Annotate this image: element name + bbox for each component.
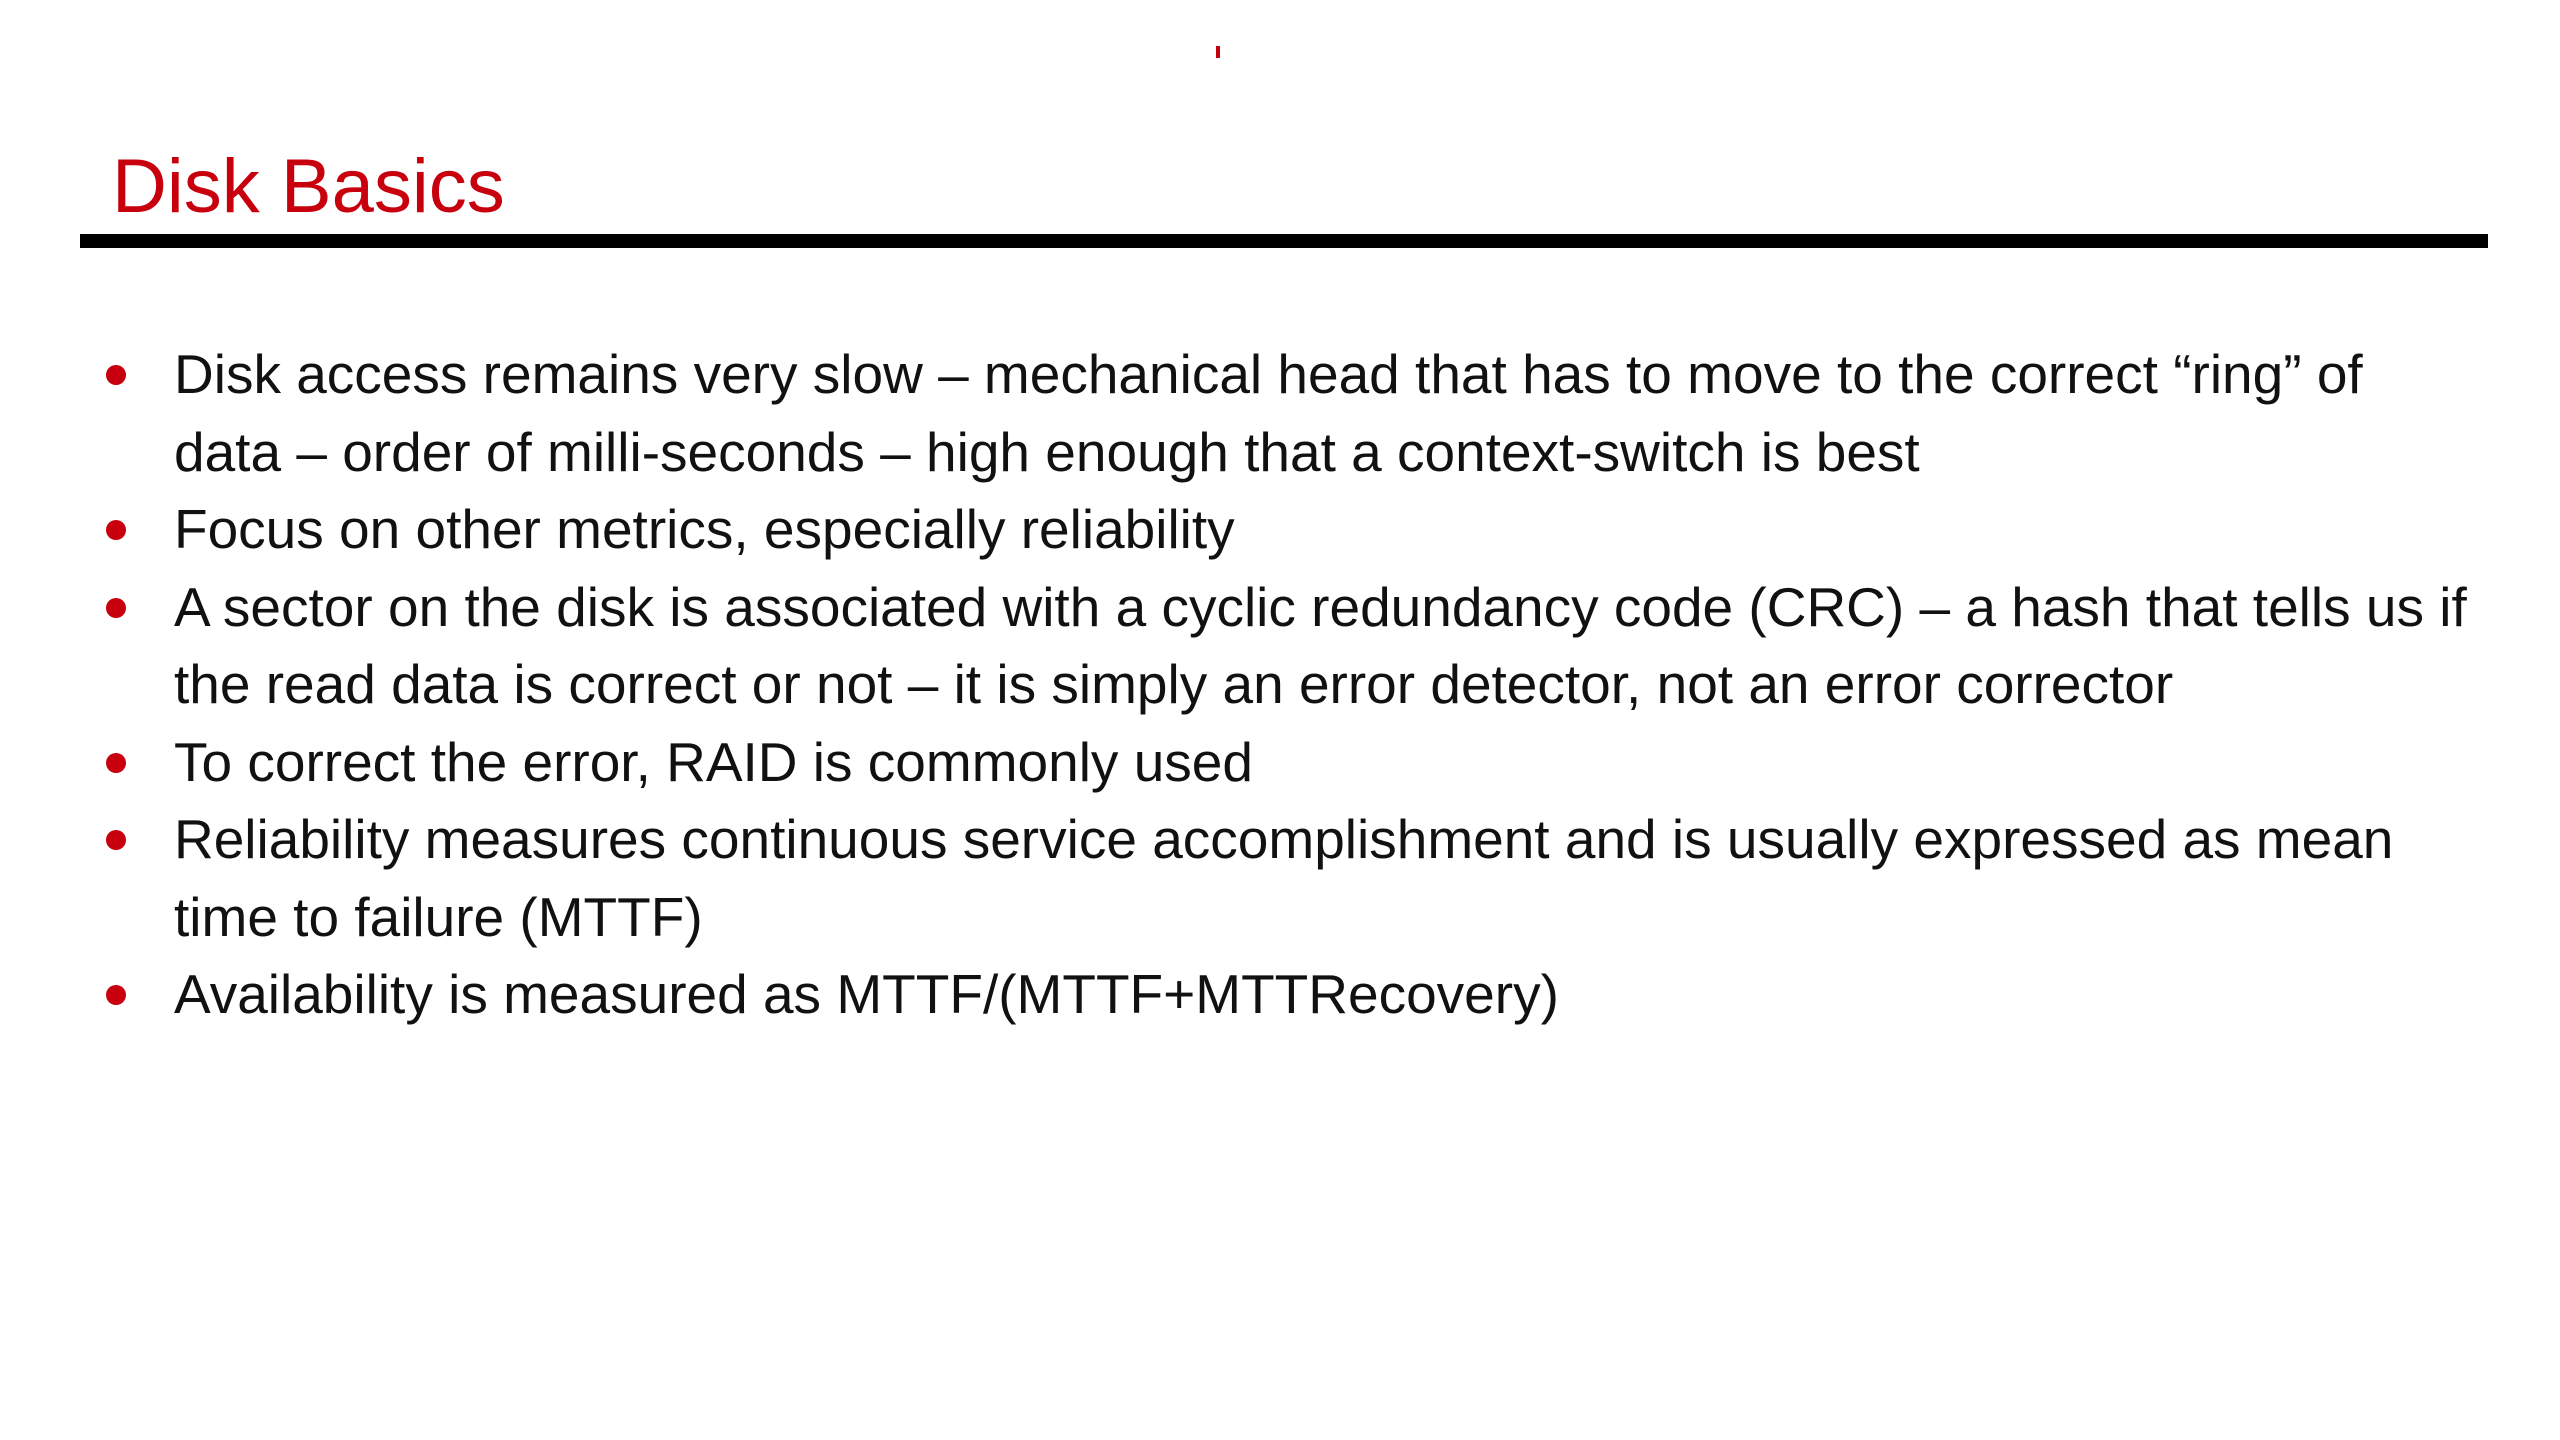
bullet-item bbox=[100, 801, 2480, 956]
bullet-text: Availability is measured as MTTF/(MTTF+MTTRecovery) bbox=[174, 963, 1559, 1025]
bullet-text: A sector on the disk is associated with a cyclic redundancy code (CRC) – a hash that tells us if the read data is correct or not – it is simply an error detector, not an error corrector bbox=[174, 575, 2467, 715]
top-mark bbox=[1216, 46, 1220, 58]
bullet-dot-icon bbox=[106, 520, 126, 540]
bullet-text: Focus on other metrics, especially reliability bbox=[174, 498, 1235, 560]
slide-title: Disk Basics bbox=[112, 143, 505, 229]
bullet-text: Disk access remains very slow – mechanical head that has to move to the correct “ring” of data – order of milli-seconds – high enough that a context-switch is best bbox=[174, 343, 2363, 483]
bullet-item bbox=[100, 569, 2480, 724]
bullet-item bbox=[100, 336, 2480, 491]
bullet-dot-icon bbox=[106, 365, 126, 385]
bullet-item bbox=[100, 724, 2480, 802]
bullet-text: To correct the error, RAID is commonly used bbox=[174, 730, 1253, 793]
bullet-text: Reliability measures continuous service accomplishment and is usually expressed as mean time to failure (MTTF) bbox=[174, 808, 2394, 948]
bullet-item bbox=[100, 491, 2480, 569]
bullet-dot-icon bbox=[106, 753, 126, 773]
bullet-dot-icon bbox=[106, 985, 126, 1005]
bullet-item bbox=[100, 956, 2480, 1034]
bullet-list bbox=[100, 336, 2480, 1034]
bullet-dot-icon bbox=[106, 598, 126, 618]
title-divider bbox=[80, 234, 2488, 248]
bullet-dot-icon bbox=[106, 830, 126, 850]
